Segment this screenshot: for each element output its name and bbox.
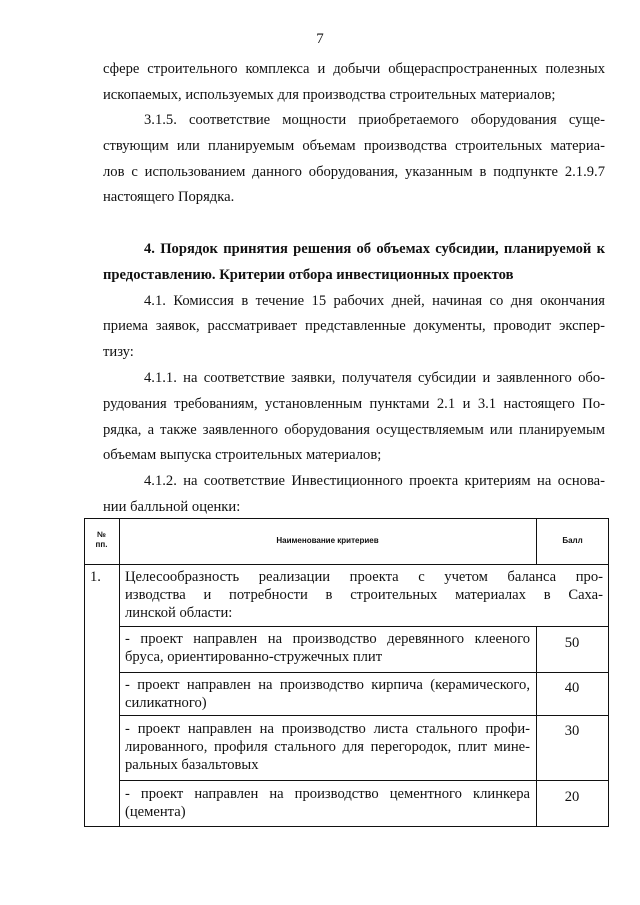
paragraph-line: ископаемых, используемых для производства строительных материалов; <box>103 87 556 103</box>
criterion-item: (цемента) <box>125 804 186 820</box>
table-header-criteria: Наименование критериев <box>276 536 379 545</box>
paragraph-line: настоящего Порядка. <box>103 189 235 205</box>
paragraph-line: лов с использованием данного оборудования, указанным в подпункте 2.1.9.7 <box>103 164 605 180</box>
criterion-title: изводства и потребности в строительных материалах в Саха- <box>125 587 603 603</box>
paragraph-line: сфере строительного комплекса и добычи общераспространенных полезных <box>103 61 605 77</box>
section-heading: предоставлению. Критерии отбора инвестиционных проектов <box>103 267 514 283</box>
paragraph-line: тизу: <box>103 344 134 360</box>
criterion-score: 20 <box>564 789 580 805</box>
paragraph-line: 4.1.2. на соответствие Инвестиционного проекта критериям на основа- <box>144 473 605 489</box>
criterion-score: 40 <box>564 680 580 696</box>
paragraph-line: приема заявок, рассматривает представленные документы, проводит экспер- <box>103 318 605 334</box>
header-text: пп. <box>95 540 108 549</box>
paragraph-line: объемам выпуска строительных материалов; <box>103 447 382 463</box>
criterion-item: - проект направлен на производство цементного клинкера <box>125 786 530 802</box>
criterion-item: силикатного) <box>125 695 207 711</box>
table-rule <box>84 564 609 565</box>
criterion-item: лированного, профиля стального для перегородок, плит мине- <box>125 739 530 755</box>
criterion-item: ральных базальтовых <box>125 757 259 773</box>
paragraph-line: нии балльной оценки: <box>103 499 241 515</box>
table-header-score: Балл <box>562 536 583 545</box>
paragraph-line: рядка, а также заявленного оборудования осуществляемым или планируемым <box>103 422 605 438</box>
table-header-number <box>84 530 119 550</box>
criterion-score: 30 <box>564 723 580 739</box>
criterion-title: линской области: <box>125 605 233 621</box>
criterion-item: бруса, ориентированно-стружечных плит <box>125 649 383 665</box>
paragraph-line: 3.1.5. соответствие мощности приобретаемого оборудования суще- <box>144 112 605 128</box>
table-rule <box>119 518 120 827</box>
paragraph-line: 4.1. Комиссия в течение 15 рабочих дней, начиная со дня окончания <box>144 293 605 309</box>
section-heading: 4. Порядок принятия решения об объемах субсидии, планируемой к <box>144 241 605 257</box>
paragraph-line: рудования требованиям, установленным пунктами 2.1 и 3.1 настоящего По- <box>103 396 605 412</box>
paragraph-line: ствующим или планируемым объемам производства строительных материа- <box>103 138 605 154</box>
header-text: № <box>97 530 106 539</box>
criterion-item: - проект направлен на производство листа стального профи- <box>125 721 530 737</box>
page-number: 7 <box>316 31 324 47</box>
criterion-title: Целесообразность реализации проекта с учетом баланса про- <box>125 569 603 585</box>
row-number: 1. <box>90 569 101 585</box>
paragraph-line: 4.1.1. на соответствие заявки, получателя субсидии и заявленного обо- <box>144 370 605 386</box>
criterion-score: 50 <box>564 635 580 651</box>
criterion-item: - проект направлен на производство кирпича (керамического, <box>125 677 530 693</box>
criterion-item: - проект направлен на производство деревянного клееного <box>125 631 530 647</box>
